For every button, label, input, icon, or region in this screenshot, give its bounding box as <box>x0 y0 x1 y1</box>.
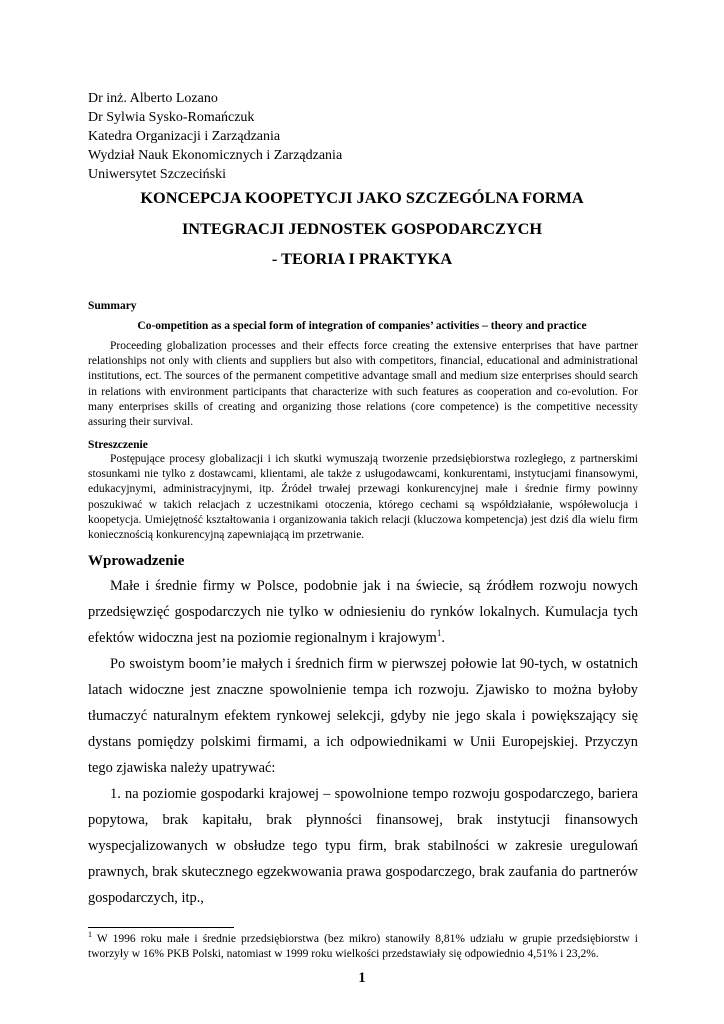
paragraph-text: Małe i średnie firmy w Polsce, podobnie jak i na świecie, są źródłem rozwoju nowych przedsięwzięć gospodarczych nie tylko w odniesieniu do rynków lokalnych. Kumulacja tych efektów widoczna jest na poziomie regionalnym i krajowym <box>88 578 638 646</box>
footnote-divider <box>88 927 234 928</box>
author-name: Dr Sylwia Sysko-Romańczuk <box>88 110 255 125</box>
affiliation-university: Uniwersytet Szczeciński <box>88 167 227 182</box>
abstract-text: Postępujące procesy globalizacji i ich skutki wymuszają tworzenie przedsiębiorstwa rozległego, z partnerskimi stosunkami nie tylko z dostawcami, klientami, ale także z usługodawcami, konkurentami, instytucjami finansowymi, edukacyjnymi, administracyjnymi, itp. Źródeł trwałej przewagi konkurencyjnej małe i średnie firmy powinny poszukiwać w takich relacjach z uczestnikami otoczenia, którego cechami są współdziałanie, współewolucja i koopetycja. Umiejętność kształtowania i organizowania takich relacji (kluczowa kompetencja) jest dziś dla wielu firm koniecznością konkurencyjną zapewniającą im przetrwanie. <box>88 453 638 542</box>
section-heading: Wprowadzenie <box>88 553 185 569</box>
title-line: INTEGRACJI JEDNOSTEK GOSPODARCZYCH <box>181 218 543 238</box>
summary-subtitle: Co-ompetition as a special form of integration of companies’ activities – theory and practice <box>137 320 587 332</box>
paper-title <box>88 183 636 275</box>
body-paragraph <box>88 573 638 651</box>
body-paragraph: Po swoistym boom’ie małych i średnich firm w pierwszej połowie lat 90-tych, w ostatnich latach widoczne jest znaczne spowolnienie tempa ich rozwoju. Zjawisko to można byłoby tłumaczyć naturalnym efektem rynkowej selekcji, gdyby nie jego skala i powiększający się dystans pomiędzy polskimi firmami, a ich odpowiednikami w Unii Europejskiej. Przyczyn tego zjawiska należy upatrywać: <box>88 656 638 776</box>
page-number: 1 <box>358 970 366 986</box>
footnote <box>88 932 638 962</box>
footnote-text: W 1996 roku małe i średnie przedsiębiorstwa (bez mikro) stanowiły 8,81% udziału w grupie przedsiębiorstw i tworzyły w 16% PKB Polski, natomiast w 1999 roku wielkości przedstawiały się odpowiednio 4,51% i 23,2%. <box>88 933 638 960</box>
title-line: KONCEPCJA KOOPETYCJI JAKO SZCZEGÓLNA FORMA <box>140 188 584 207</box>
footnote-reference[interactable]: 1 <box>436 628 442 639</box>
footnote-mark: 1 <box>88 930 92 940</box>
affiliation-department: Katedra Organizacji i Zarządzania <box>88 129 281 144</box>
abstract-heading: Streszczenie <box>88 439 148 451</box>
title-line: - TEORIA I PRAKTYKA <box>271 249 453 268</box>
summary-text: Proceeding globalization processes and their effects force creating the extensive enterprises that have partner relationships not only with clients and suppliers but also with competitors, financial, educational and administrational institutions, ect. The sources of the permanent competitive advantage small and medium size enterprises should search in relations with environment participants that characterize with such features as cooperation and co-evolution. For many enterprises skills of creating and organizing those relations (core competence) is the competitive necessity assuring their survival. <box>88 340 638 429</box>
author-name: Dr inż. Alberto Lozano <box>88 91 218 106</box>
body-paragraph: 1. na poziomie gospodarki krajowej – spowolnione tempo rozwoju gospodarczego, bariera popytowa, brak kapitału, brak płynności finansowej, brak instytucji finansowych wyspecjalizowanych w obsłudze tego typu firm, brak stabilności w zakresie uregulowań prawnych, brak skutecznego egzekwowania prawa gospodarczego, brak zaufania do partnerów gospodarczych, itp., <box>88 786 638 906</box>
affiliation-faculty: Wydział Nauk Ekonomicznych i Zarządzania <box>88 148 343 163</box>
author-block <box>88 89 342 184</box>
summary-heading: Summary <box>88 300 137 312</box>
paragraph-end: . <box>441 630 445 646</box>
